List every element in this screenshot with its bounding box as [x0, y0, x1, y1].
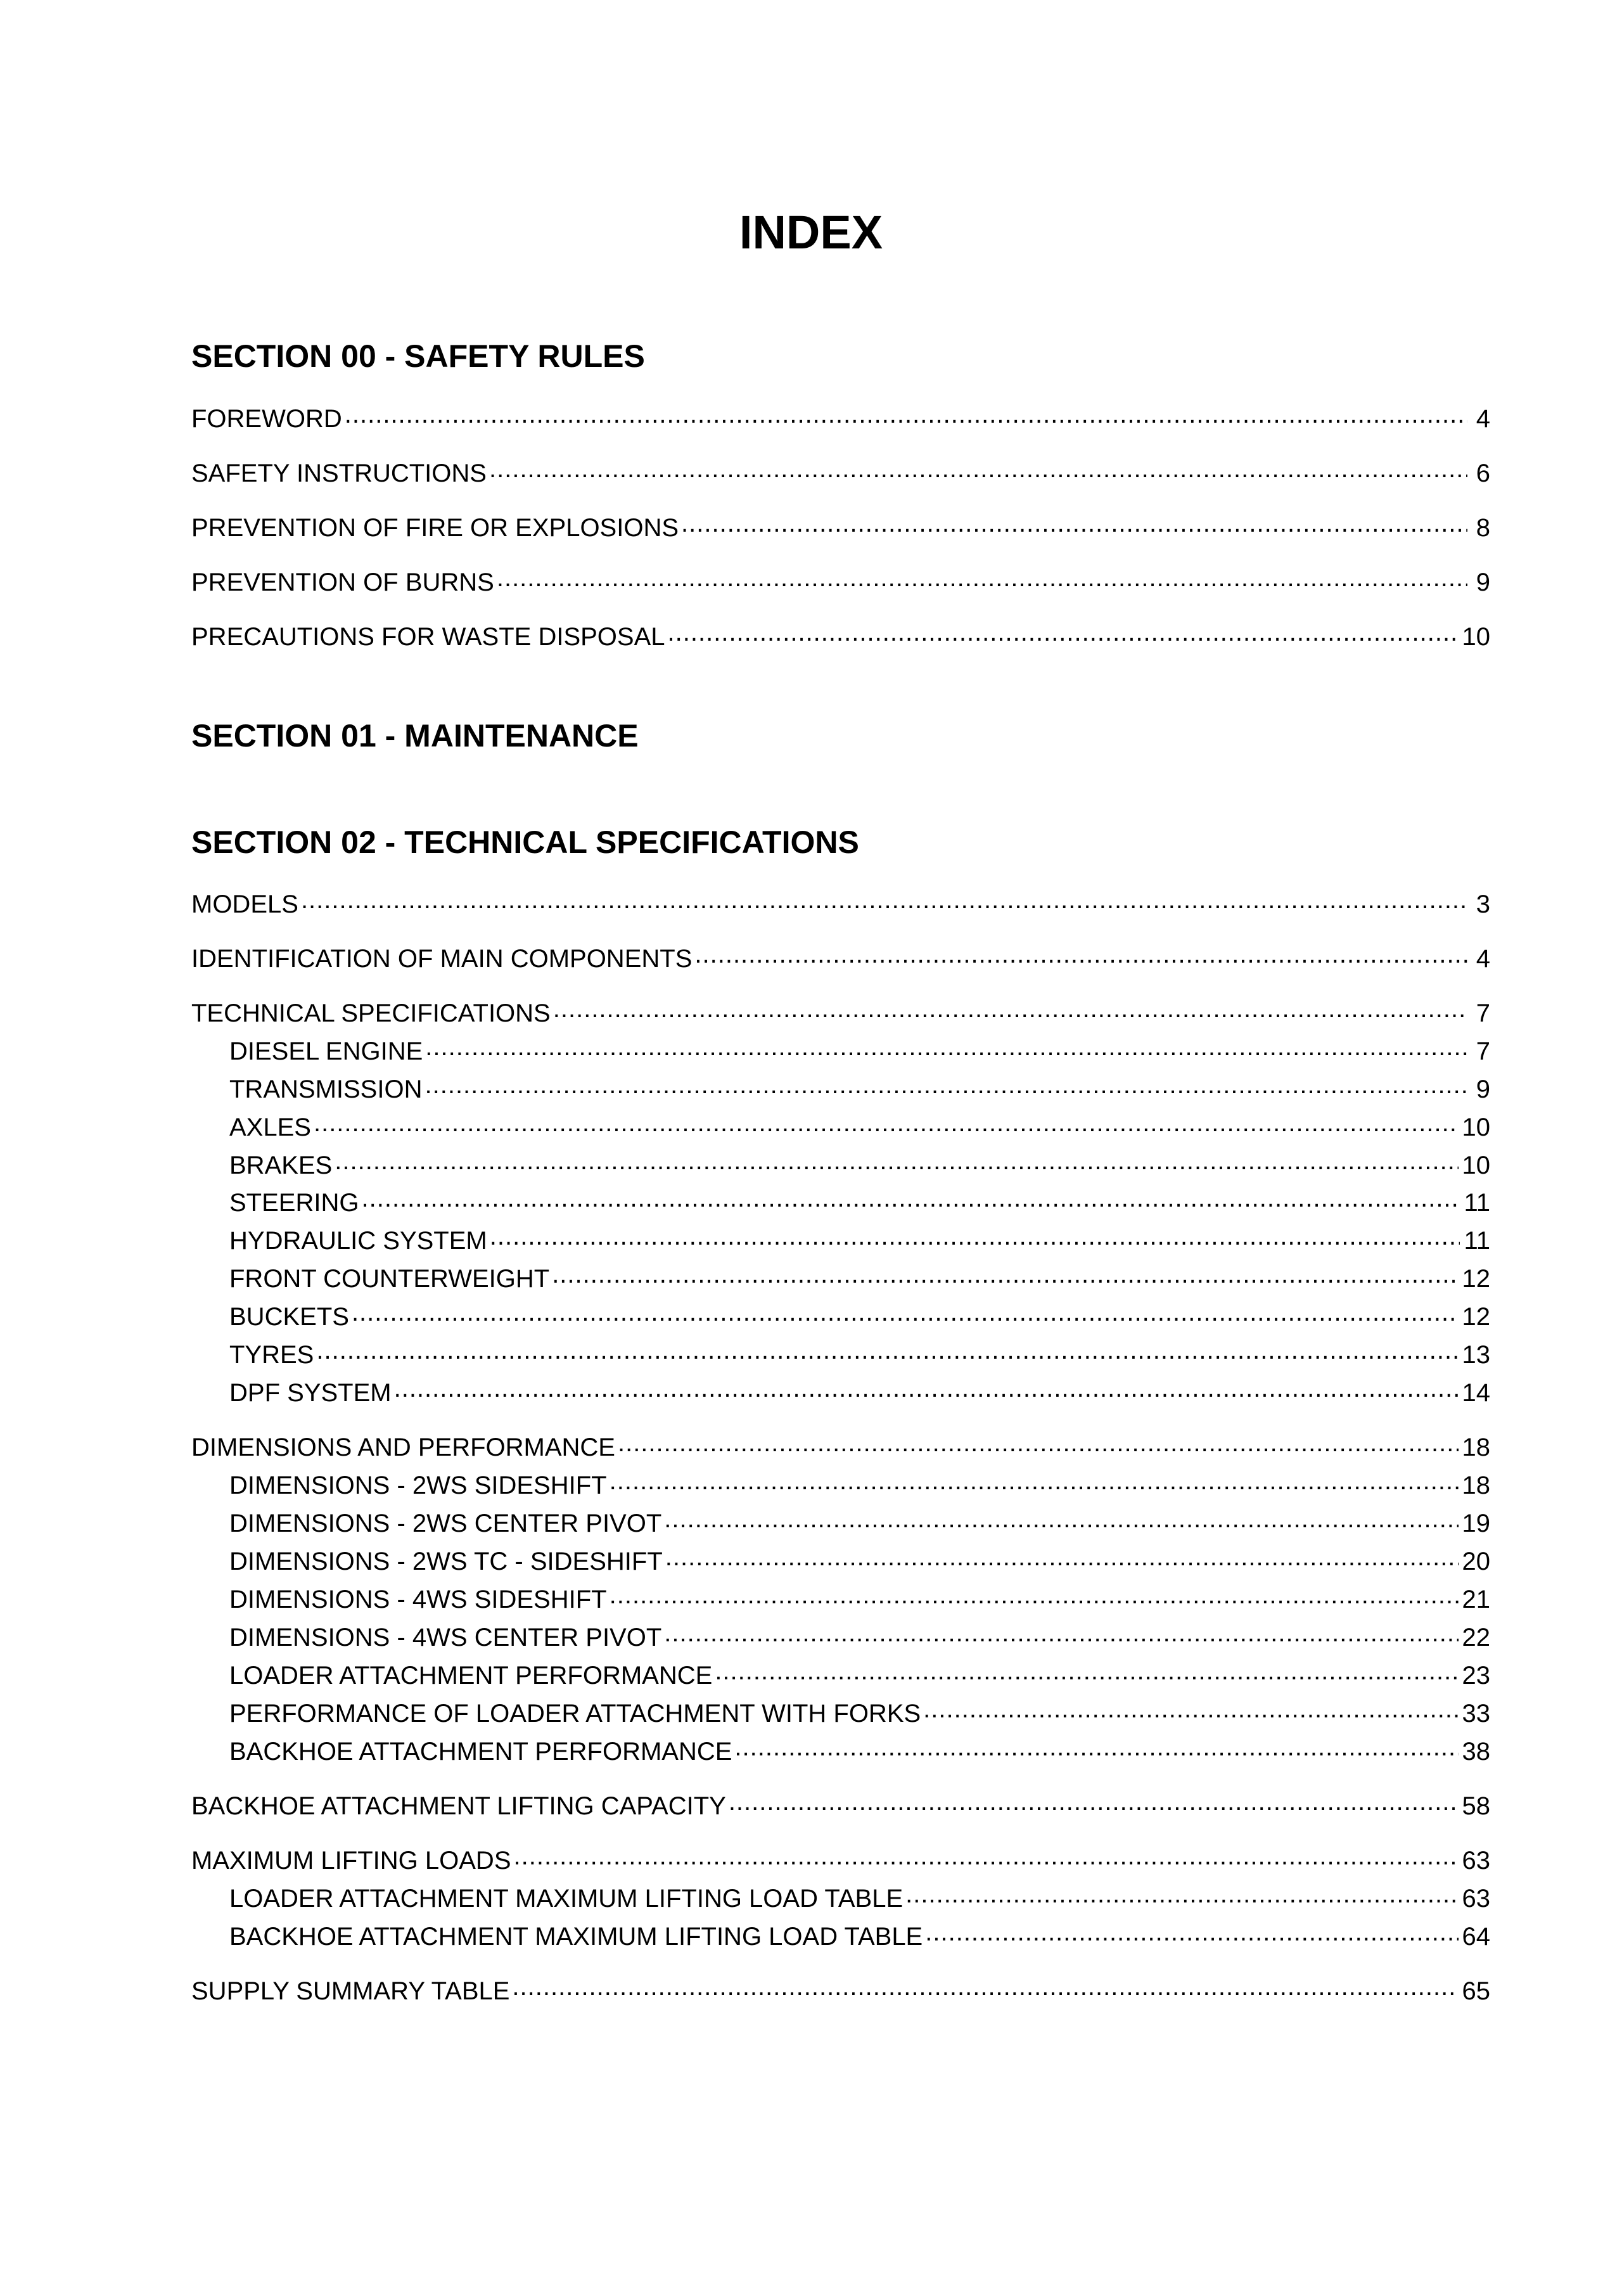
toc-entry-page: 22	[1462, 1624, 1490, 1651]
toc-dot-leader	[923, 1696, 1458, 1722]
toc-entry-label: FRONT COUNTERWEIGHT	[229, 1265, 550, 1293]
toc-dot-leader	[514, 1844, 1459, 1869]
toc-entry-page: 7	[1476, 1037, 1490, 1065]
toc-entry-label: DIMENSIONS - 2WS SIDESHIFT	[229, 1472, 607, 1499]
toc-entry-label: DIESEL ENGINE	[229, 1037, 423, 1065]
toc-entry[interactable]	[229, 1620, 1490, 1650]
toc-dot-leader	[552, 1262, 1458, 1287]
toc-entry[interactable]	[191, 1974, 1490, 2004]
toc-entry[interactable]	[229, 1658, 1490, 1688]
toc-entry-page: 63	[1462, 1847, 1490, 1875]
toc-dot-leader	[335, 1148, 1458, 1174]
toc-entry[interactable]	[191, 1430, 1490, 1460]
toc-entry-page: 63	[1462, 1885, 1490, 1913]
toc-dot-leader	[352, 1300, 1459, 1325]
toc-entry-page: 18	[1462, 1433, 1490, 1461]
toc-dot-leader	[316, 1338, 1458, 1363]
toc-entry-page: 8	[1476, 514, 1490, 542]
toc-dot-leader	[425, 1034, 1467, 1060]
toc-entry-page: 12	[1462, 1303, 1490, 1331]
toc-entry-page: 64	[1462, 1923, 1490, 1951]
toc-dot-leader	[668, 620, 1459, 645]
toc-entry-page: 13	[1462, 1341, 1490, 1369]
toc-entry[interactable]	[191, 620, 1490, 650]
toc-entry-page: 6	[1476, 459, 1490, 487]
toc-dot-leader	[314, 1110, 1459, 1136]
toc-entry-label: MAXIMUM LIFTING LOADS	[191, 1847, 511, 1875]
toc-entry-label: DIMENSIONS - 4WS SIDESHIFT	[229, 1586, 607, 1613]
toc-entry[interactable]	[229, 1582, 1490, 1612]
toc-entry-page: 12	[1462, 1265, 1490, 1293]
toc-entry-label: BACKHOE ATTACHMENT LIFTING CAPACITY	[191, 1792, 726, 1820]
toc-entry-page: 38	[1462, 1738, 1490, 1766]
toc-entry[interactable]	[229, 1186, 1490, 1215]
toc-dot-leader	[301, 887, 1467, 913]
toc-entry[interactable]	[191, 402, 1490, 432]
toc-dot-leader	[694, 942, 1467, 967]
toc-entry-page: 21	[1462, 1586, 1490, 1613]
toc-entry-label: DIMENSIONS - 2WS CENTER PIVOT	[229, 1510, 662, 1537]
toc-entry-label: PREVENTION OF BURNS	[191, 568, 494, 596]
toc-entry-label: DIMENSIONS - 2WS TC - SIDESHIFT	[229, 1548, 663, 1575]
toc-entry-page: 65	[1462, 1977, 1490, 2005]
toc-entry-page: 20	[1462, 1548, 1490, 1575]
toc-dot-leader	[681, 511, 1467, 536]
toc-dot-leader	[610, 1468, 1459, 1494]
toc-entry-label: SAFETY INSTRUCTIONS	[191, 459, 487, 487]
toc-dot-leader	[905, 1882, 1458, 1907]
toc-entry-page: 4	[1476, 945, 1490, 973]
toc-entry-label: BACKHOE ATTACHMENT MAXIMUM LIFTING LOAD TABLE	[229, 1923, 923, 1951]
toc-entry[interactable]	[191, 996, 1490, 1026]
toc-dot-leader	[490, 1224, 1460, 1249]
toc-entry-label: STEERING	[229, 1189, 359, 1217]
section-heading: SECTION 00 - SAFETY RULES	[191, 338, 645, 374]
toc-entry-label: PREVENTION OF FIRE OR EXPLOSIONS	[191, 514, 679, 542]
toc-entry[interactable]	[229, 1338, 1490, 1368]
toc-entry-page: 19	[1462, 1510, 1490, 1537]
toc-entry-label: TECHNICAL SPECIFICATIONS	[191, 999, 551, 1027]
toc-dot-leader	[664, 1506, 1458, 1532]
toc-entry[interactable]	[229, 1696, 1490, 1726]
toc-entry-page: 7	[1476, 999, 1490, 1027]
section-heading: SECTION 02 - TECHNICAL SPECIFICATIONS	[191, 824, 859, 860]
toc-entry-label: PERFORMANCE OF LOADER ATTACHMENT WITH FORKS	[229, 1700, 921, 1728]
toc-entry[interactable]	[191, 565, 1490, 595]
toc-entry-label: DIMENSIONS AND PERFORMANCE	[191, 1433, 615, 1461]
toc-entry-label: AXLES	[229, 1113, 311, 1141]
toc-dot-leader	[729, 1789, 1459, 1814]
toc-dot-leader	[425, 1072, 1467, 1098]
toc-entry[interactable]	[229, 1072, 1490, 1102]
toc-entry[interactable]	[191, 1789, 1490, 1819]
toc-dot-leader	[361, 1186, 1460, 1211]
toc-entry-label: BUCKETS	[229, 1303, 349, 1331]
page-title: INDEX	[739, 206, 883, 259]
toc-entry-label: LOADER ATTACHMENT PERFORMANCE	[229, 1662, 713, 1690]
toc-entry[interactable]	[229, 1034, 1490, 1064]
toc-entry-label: TYRES	[229, 1341, 314, 1369]
toc-entry-label: TRANSMISSION	[229, 1075, 423, 1103]
toc-entry-page: 23	[1462, 1662, 1490, 1690]
toc-dot-leader	[664, 1620, 1458, 1646]
toc-entry[interactable]	[191, 511, 1490, 541]
toc-entry-page: 9	[1476, 568, 1490, 596]
toc-entry[interactable]	[229, 1544, 1490, 1574]
toc-dot-leader	[489, 456, 1467, 482]
toc-entry-label: DPF SYSTEM	[229, 1379, 392, 1407]
toc-entry-label: PRECAUTIONS FOR WASTE DISPOSAL	[191, 623, 665, 651]
toc-entry-label: BRAKES	[229, 1151, 333, 1179]
toc-entry-label: LOADER ATTACHMENT MAXIMUM LIFTING LOAD TABLE	[229, 1885, 904, 1913]
toc-entry-label: DIMENSIONS - 4WS CENTER PIVOT	[229, 1624, 662, 1651]
toc-entry[interactable]	[229, 1300, 1490, 1330]
toc-entry-page: 18	[1462, 1472, 1490, 1499]
toc-entry-label: FOREWORD	[191, 405, 342, 433]
toc-entry[interactable]	[229, 1506, 1490, 1536]
toc-dot-leader	[553, 996, 1467, 1022]
toc-entry[interactable]	[229, 1468, 1490, 1498]
toc-entry-page: 10	[1462, 1151, 1490, 1179]
toc-entry-page: 4	[1476, 405, 1490, 433]
toc-entry[interactable]	[229, 1110, 1490, 1140]
toc-entry[interactable]	[229, 1376, 1490, 1406]
toc-dot-leader	[734, 1735, 1458, 1760]
toc-dot-leader	[715, 1658, 1458, 1684]
toc-entry-label: HYDRAULIC SYSTEM	[229, 1227, 487, 1255]
toc-entry-page: 11	[1464, 1227, 1490, 1255]
toc-dot-leader	[925, 1920, 1458, 1945]
toc-entry-label: BACKHOE ATTACHMENT PERFORMANCE	[229, 1738, 732, 1766]
toc-dot-leader	[665, 1544, 1459, 1570]
toc-dot-leader	[497, 565, 1467, 591]
toc-entry-page: 11	[1464, 1189, 1490, 1217]
toc-entry[interactable]	[229, 1882, 1490, 1911]
toc-entry-page: 9	[1476, 1075, 1490, 1103]
toc-dot-leader	[394, 1376, 1459, 1401]
toc-entry-page: 10	[1462, 1113, 1490, 1141]
toc-dot-leader	[618, 1430, 1459, 1456]
section-heading: SECTION 01 - MAINTENANCE	[191, 718, 639, 754]
toc-entry[interactable]	[191, 1844, 1490, 1873]
toc-entry-page: 10	[1462, 623, 1490, 651]
toc-entry[interactable]	[191, 942, 1490, 972]
toc-entry-page: 14	[1462, 1379, 1490, 1407]
toc-entry-label: MODELS	[191, 890, 298, 918]
toc-entry[interactable]	[229, 1224, 1490, 1254]
toc-dot-leader	[512, 1974, 1458, 1999]
toc-entry[interactable]	[191, 887, 1490, 917]
toc-entry-label: SUPPLY SUMMARY TABLE	[191, 1977, 510, 2005]
toc-entry[interactable]	[229, 1735, 1490, 1764]
toc-entry-label: IDENTIFICATION OF MAIN COMPONENTS	[191, 945, 693, 973]
toc-entry-page: 3	[1476, 890, 1490, 918]
toc-dot-leader	[345, 402, 1467, 427]
toc-entry[interactable]	[229, 1148, 1490, 1178]
toc-entry[interactable]	[191, 456, 1490, 486]
toc-entry-page: 58	[1462, 1792, 1490, 1820]
toc-entry-page: 33	[1462, 1700, 1490, 1728]
toc-entry[interactable]	[229, 1262, 1490, 1292]
toc-dot-leader	[610, 1582, 1459, 1608]
toc-entry[interactable]	[229, 1920, 1490, 1949]
